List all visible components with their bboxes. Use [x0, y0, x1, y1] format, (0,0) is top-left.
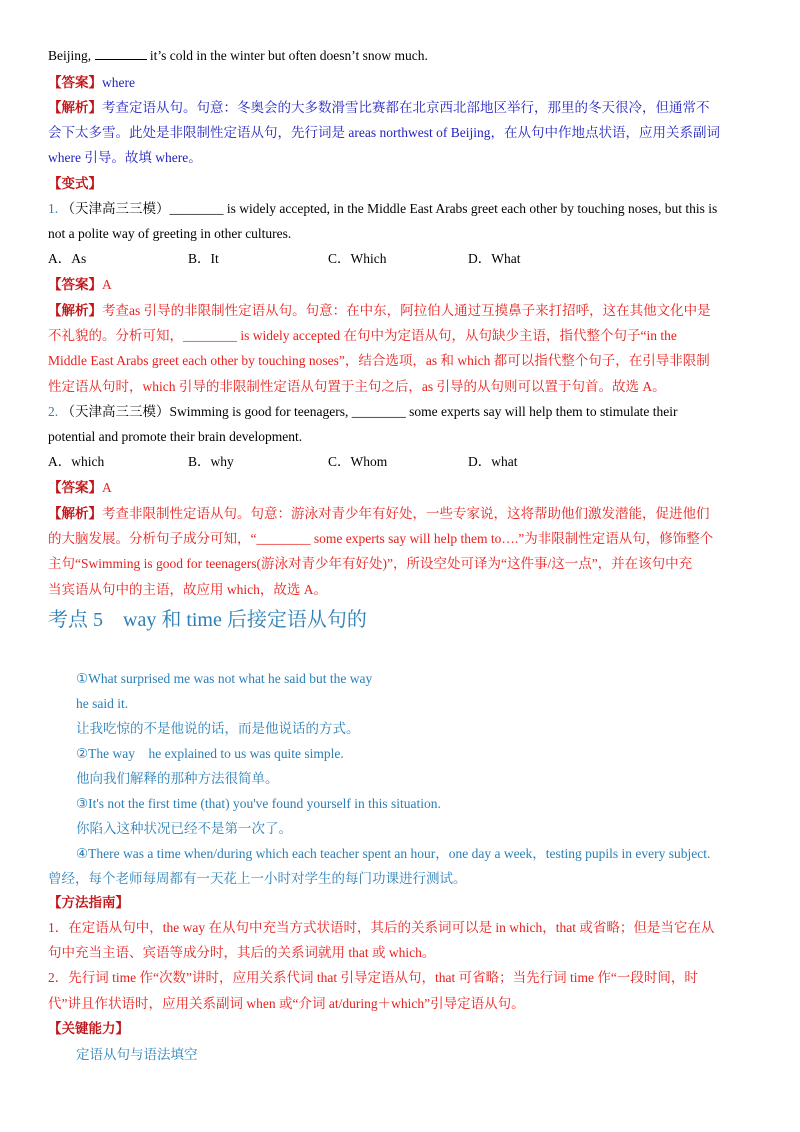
answer-tag: 【答案】 [48, 277, 102, 292]
question-text: ________ is widely accepted, in the Middle East Arabs greet each other by touching noses, but this is [169, 201, 718, 216]
analysis-text: where 引导。故填 where。 [48, 150, 202, 165]
question-number: 1. [48, 201, 59, 216]
question-text: Swimming is good for teenagers, ________ some experts say will help them to stimulate their [169, 404, 678, 419]
answer-line [48, 74, 135, 92]
option-d: D．what [468, 454, 518, 469]
question-text: not a polite way of greeting in other cultures. [48, 226, 292, 241]
question-1-line [48, 200, 717, 218]
analysis-text: 主句“Swimming is good for teenagers(游泳对青少年有好处)”，所设空处可译为“这件事/这一点”，并在该句中充 [48, 556, 693, 571]
analysis-text: 性定语从句时，which 引导的非限制性定语从句置于主句之后，as 引导的从句则可以置于句首。故选 A。 [48, 379, 666, 394]
variant-tag: 【变式】 [48, 176, 102, 191]
analysis-line [48, 99, 710, 117]
key-ability-text: 定语从句与语法填空 [76, 1047, 198, 1062]
question-source: （天津高三三模） [61, 404, 170, 419]
example-line: 曾经，每个老师每周都有一天花上一小时对学生的每门功课进行测试。 [48, 871, 467, 886]
question-source: （天津高三三模） [61, 201, 170, 216]
option-a: A．As [48, 251, 87, 266]
method-text: 2．先行词 time 作“次数”讲时，应用关系代词 that 引导定语从句，that 可省略；当先行词 time 作“一段时间，时 [48, 970, 698, 985]
method-text: 代”讲且作状语时，应用关系副词 when 或“介词 at/during＋which”引导定语从句。 [48, 996, 525, 1011]
example-line: 你陷入这种状况已经不是第一次了。 [76, 821, 292, 836]
answer-line [48, 276, 112, 294]
analysis-text: Middle East Arabs greet each other by touching noses”，结合选项，as 和 which 都可以指代整个句子，在引导非限制 [48, 353, 710, 368]
analysis-text: 的大脑发展。分析句子成分可知，“________ some experts say will help them to….”为非限制性定语从句，修饰整个 [48, 531, 714, 546]
question-2-line [48, 403, 678, 421]
key-ability-tag: 【关键能力】 [48, 1021, 129, 1036]
answer-tag: 【答案】 [48, 480, 102, 495]
options-row [48, 453, 608, 471]
analysis-text: 不礼貌的。分析可知，________ is widely accepted 在句中为定语从句，从句缺少主语，指代整个句子“in the [48, 328, 677, 343]
option-b: B．why [188, 454, 234, 469]
example-line: ①What surprised me was not what he said but the way [76, 671, 373, 686]
answer-text: A [102, 277, 112, 292]
answer-blank [95, 59, 147, 60]
example-line: ④There was a time when/during which each teacher spent an hour，one day a week，testing pupils in every subject. [76, 846, 711, 861]
example-line: 让我吃惊的不是他说的话，而是他说话的方式。 [76, 721, 360, 736]
analysis-tag: 【解析】 [48, 303, 102, 318]
analysis-line [48, 505, 710, 523]
question-text: it’s cold in the winter but often doesn’t snow much. [146, 48, 428, 63]
option-d: D．What [468, 251, 521, 266]
example-line: ③It's not the first time (that) you've found yourself in this situation. [76, 796, 441, 811]
answer-text: where [102, 75, 135, 90]
answer-tag: 【答案】 [48, 75, 102, 90]
section-heading: 考点 5 way 和 time 后接定语从句的 [48, 609, 367, 631]
question-text: potential and promote their brain development. [48, 429, 303, 444]
analysis-text: 当宾语从句中的主语，故应用 which，故选 A。 [48, 582, 327, 597]
analysis-text: 考查定语从句。句意：冬奥会的大多数滑雪比赛都在北京西北部地区举行，那里的冬天很冷，但通常不 [102, 100, 710, 115]
option-a: A．which [48, 454, 105, 469]
analysis-text: 考查as 引导的非限制性定语从句。句意：在中东，阿拉伯人通过互摸鼻子来打招呼，这在其他文化中是 [102, 303, 711, 318]
example-line: 他向我们解释的那种方法很简单。 [76, 771, 279, 786]
analysis-line [48, 302, 711, 320]
analysis-text: 考查非限制性定语从句。句意：游泳对青少年有好处，一些专家说，这将帮助他们激发潜能，促进他们 [102, 506, 710, 521]
options-row [48, 250, 608, 268]
method-text: 句中充当主语、宾语等成分时，其后的关系词就用 that 或 which。 [48, 945, 436, 960]
option-b: B．It [188, 251, 219, 266]
example-line: he said it. [76, 696, 129, 711]
analysis-tag: 【解析】 [48, 100, 102, 115]
answer-text: A [102, 480, 112, 495]
analysis-tag: 【解析】 [48, 506, 102, 521]
option-c: C．Which [328, 251, 387, 266]
option-c: C．Whom [328, 454, 388, 469]
analysis-text: 会下太多雪。此处是非限制性定语从句，先行词是 areas northwest of Beijing，在从句中作地点状语，应用关系副词 [48, 125, 720, 140]
answer-line [48, 479, 112, 497]
question-text: Beijing, [48, 48, 95, 63]
question-number: 2. [48, 404, 59, 419]
method-text: 1．在定语从句中，the way 在从句中充当方式状语时，其后的关系词可以是 in which，that 或省略；但是当它在从 [48, 920, 715, 935]
question-line [48, 47, 428, 65]
example-line: ②The way he explained to us was quite simple. [76, 746, 344, 761]
method-tag: 【方法指南】 [48, 895, 129, 910]
